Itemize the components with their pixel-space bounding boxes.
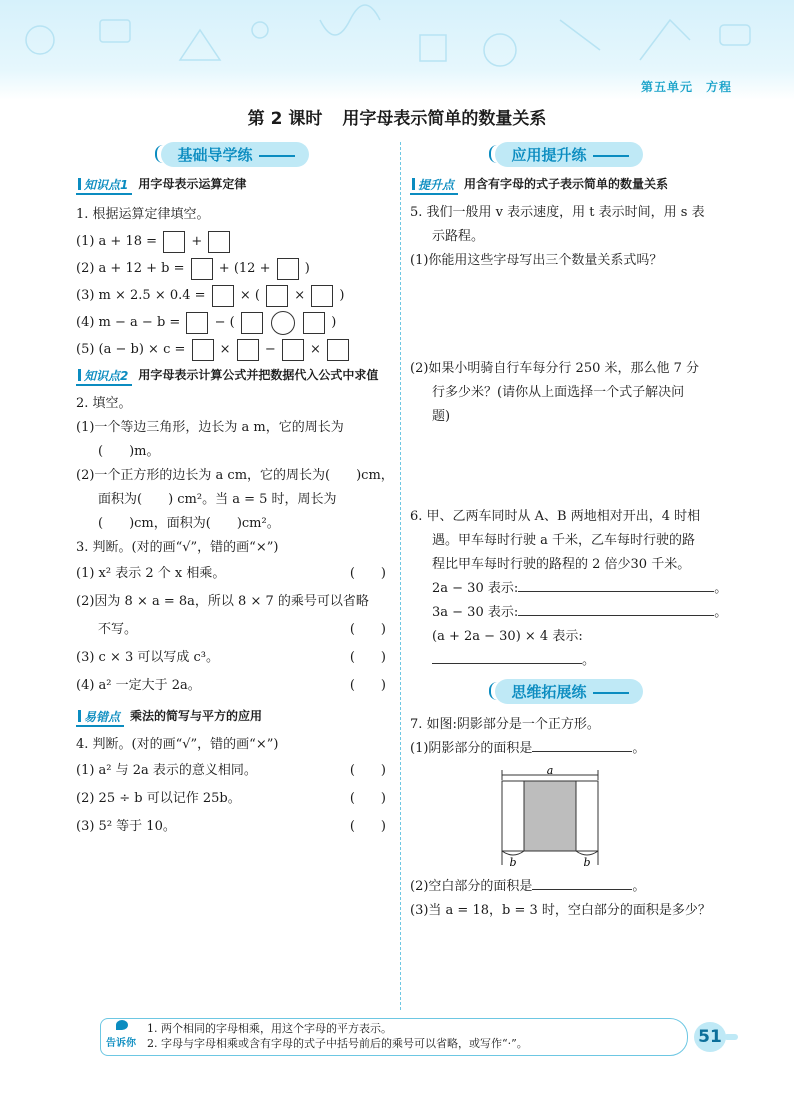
improve-text: 用含有字母的式子表示简单的数量关系 xyxy=(464,177,669,191)
section-title: 基础导学练 xyxy=(177,146,253,164)
answer-space[interactable] xyxy=(410,429,728,505)
page-number: 51 xyxy=(694,1022,726,1052)
label-b: b xyxy=(509,856,517,867)
section-title: 思维拓展练 xyxy=(511,683,587,701)
answer-box[interactable] xyxy=(311,285,333,307)
judge-item: (3) c × 3 可以写成 c³。 ( ) xyxy=(76,644,394,672)
question-2-stem: 2. 填空。 xyxy=(76,396,132,411)
question-3-stem: 3. 判断。(对的画“√”，错的画“×”) xyxy=(76,540,279,555)
error-tag: 易错点 xyxy=(76,708,124,727)
answer-box[interactable] xyxy=(282,339,304,361)
kp-tag: 知识点1 xyxy=(76,176,132,195)
answer-blank[interactable] xyxy=(518,577,714,592)
answer-box[interactable] xyxy=(192,339,214,361)
top-banner xyxy=(0,0,794,100)
section-header-thinking xyxy=(410,679,728,709)
column-divider xyxy=(400,142,401,1010)
question-1-stem: 1. 根据运算定律填空。 xyxy=(76,207,210,222)
section-header-apply xyxy=(410,142,728,172)
answer-box[interactable] xyxy=(277,258,299,280)
page-number-deco xyxy=(724,1034,738,1040)
q2-line: 面积为( ) cm²。当 a = 5 时，周长为 xyxy=(98,492,337,507)
answer-box[interactable] xyxy=(241,312,263,334)
answer-box[interactable] xyxy=(191,258,213,280)
q6-line: 程比甲车每时行驶的路程的 2 倍少30 千米。 xyxy=(432,557,691,572)
q5-line: (2)如果小明骑自行车每分行 250 米，那么他 7 分 xyxy=(410,361,700,376)
judge-item: (2)因为 8 × a = 8a，所以 8 × 7 的乘号可以省略 xyxy=(76,594,369,609)
q6-line: 遇。甲车每时行驶 a 千米，乙车每时行驶的路 xyxy=(432,533,696,548)
kp-text: 用字母表示运算定律 xyxy=(138,177,247,191)
answer-box[interactable] xyxy=(163,231,185,253)
q6-line: 6. 甲、乙两车同时从 A、B 两地相对开出，4 时相 xyxy=(410,509,701,524)
q1-item-1: (1) a + 18 = + xyxy=(76,228,394,255)
left-column xyxy=(76,140,394,841)
section-pill xyxy=(495,679,642,704)
q7-blank-line: (1)阴影部分的面积是 。 xyxy=(410,737,728,761)
answer-paren[interactable]: ( ) xyxy=(349,819,386,834)
tip-line: 1. 两个相同的字母相乘，用这个字母的平方表示。 xyxy=(147,1022,392,1035)
q5-line: 示路程。 xyxy=(432,229,485,244)
q7-line: (3)当 a = 18，b = 3 时，空白部分的面积是多少？ xyxy=(410,903,711,918)
answer-blank[interactable] xyxy=(532,875,632,890)
page-title xyxy=(0,104,794,129)
answer-box[interactable] xyxy=(186,312,208,334)
section-header-basic xyxy=(76,142,394,172)
error-text: 乘法的简写与平方的应用 xyxy=(130,709,263,723)
right-column xyxy=(410,140,728,923)
section-pill xyxy=(161,142,308,167)
q2-line: ( )cm，面积为( )cm²。 xyxy=(98,516,280,531)
label-a: a xyxy=(546,767,554,777)
section-pill xyxy=(495,142,642,167)
lesson-title-text: 用字母表示简单的数量关系 xyxy=(342,109,547,129)
q1-item-3: (3) m × 2.5 × 0.4 = × ( × ) xyxy=(76,282,394,309)
answer-box[interactable] xyxy=(237,339,259,361)
kp-tag: 知识点2 xyxy=(76,367,132,386)
q6-blank-line: (a + 2a − 30) × 4 表示:。 xyxy=(432,629,596,668)
answer-paren[interactable]: ( ) xyxy=(349,650,386,665)
judge-item: (1) x² 表示 2 个 x 相乘。 ( ) xyxy=(76,560,394,588)
q1-item-2: (2) a + 12 + b = + (12 + ) xyxy=(76,255,394,282)
q5-line: (1)你能用这些字母写出三个数量关系式吗？ xyxy=(410,253,663,268)
question-4-stem: 4. 判断。(对的画“√”，错的画“×”) xyxy=(76,737,279,752)
q7-line: 7. 如图:阴影部分是一个正方形。 xyxy=(410,717,600,732)
q2-line: (2)一个正方形的边长为 a cm，它的周长为( )cm， xyxy=(76,468,394,483)
q7-blank-line: (2)空白部分的面积是 。 xyxy=(410,875,728,899)
unit-tag: 第五单元 方程 xyxy=(640,80,732,94)
q5-line: 行多少米？(请你从上面选择一个式子解决问 xyxy=(432,385,685,400)
judge-item: (3) 5² 等于 10。 ( ) xyxy=(76,813,394,841)
lesson-number: 第 2 课时 xyxy=(247,109,323,129)
label-b: b xyxy=(583,856,591,867)
answer-paren[interactable]: ( ) xyxy=(349,791,386,806)
answer-box[interactable] xyxy=(208,231,230,253)
q2-line: (1)一个等边三角形，边长为 a m，它的周长为 xyxy=(76,420,344,435)
tell-you-label: 告诉你 xyxy=(106,1038,136,1049)
answer-blank[interactable] xyxy=(432,649,582,664)
improve-tag: 提升点 xyxy=(410,176,458,195)
answer-box[interactable] xyxy=(327,339,349,361)
answer-space[interactable] xyxy=(410,273,728,357)
tip-line: 2. 字母与字母相乘或含有字母的式子中括号前后的乘号可以省略，或写作“·”。 xyxy=(147,1037,528,1050)
answer-blank[interactable] xyxy=(518,601,714,616)
answer-circle[interactable] xyxy=(271,311,295,335)
answer-paren[interactable]: ( ) xyxy=(349,622,386,637)
error-point xyxy=(76,708,394,727)
shaded-square-diagram xyxy=(480,767,610,867)
tip-box xyxy=(100,1018,688,1056)
knowledge-point-1 xyxy=(76,176,394,195)
q2-line: ( )m。 xyxy=(98,444,160,459)
q6-blank-line: 3a − 30 表示: 。 xyxy=(410,601,728,625)
q5-line: 5. 我们一般用 v 表示速度，用 t 表示时间，用 s 表 xyxy=(410,205,705,220)
answer-blank[interactable] xyxy=(532,737,632,752)
answer-paren[interactable]: ( ) xyxy=(349,763,386,778)
q5-line: 题) xyxy=(432,409,451,424)
judge-item: (1) a² 与 2a 表示的意义相同。 ( ) xyxy=(76,757,394,785)
q6-blank-line: 2a − 30 表示: 。 xyxy=(410,577,728,601)
q1-item-4: (4) m − a − b = − ( ) xyxy=(76,309,394,336)
q1-item-5: (5) (a − b) × c = × − × xyxy=(76,336,394,363)
answer-box[interactable] xyxy=(266,285,288,307)
answer-paren[interactable]: ( ) xyxy=(349,678,386,693)
judge-item: 不写。 ( ) xyxy=(76,616,394,644)
kp-text: 用字母表示计算公式并把数据代入公式中求值 xyxy=(138,368,379,382)
answer-box[interactable] xyxy=(303,312,325,334)
answer-paren[interactable]: ( ) xyxy=(349,566,386,581)
knowledge-point-2 xyxy=(76,367,394,386)
square-figure xyxy=(480,767,728,871)
section-title: 应用提升练 xyxy=(511,146,587,164)
judge-item: (4) a² 一定大于 2a。 ( ) xyxy=(76,672,394,700)
judge-item: (2) 25 ÷ b 可以记作 25b。 ( ) xyxy=(76,785,394,813)
answer-box[interactable] xyxy=(212,285,234,307)
improve-point xyxy=(410,176,728,195)
